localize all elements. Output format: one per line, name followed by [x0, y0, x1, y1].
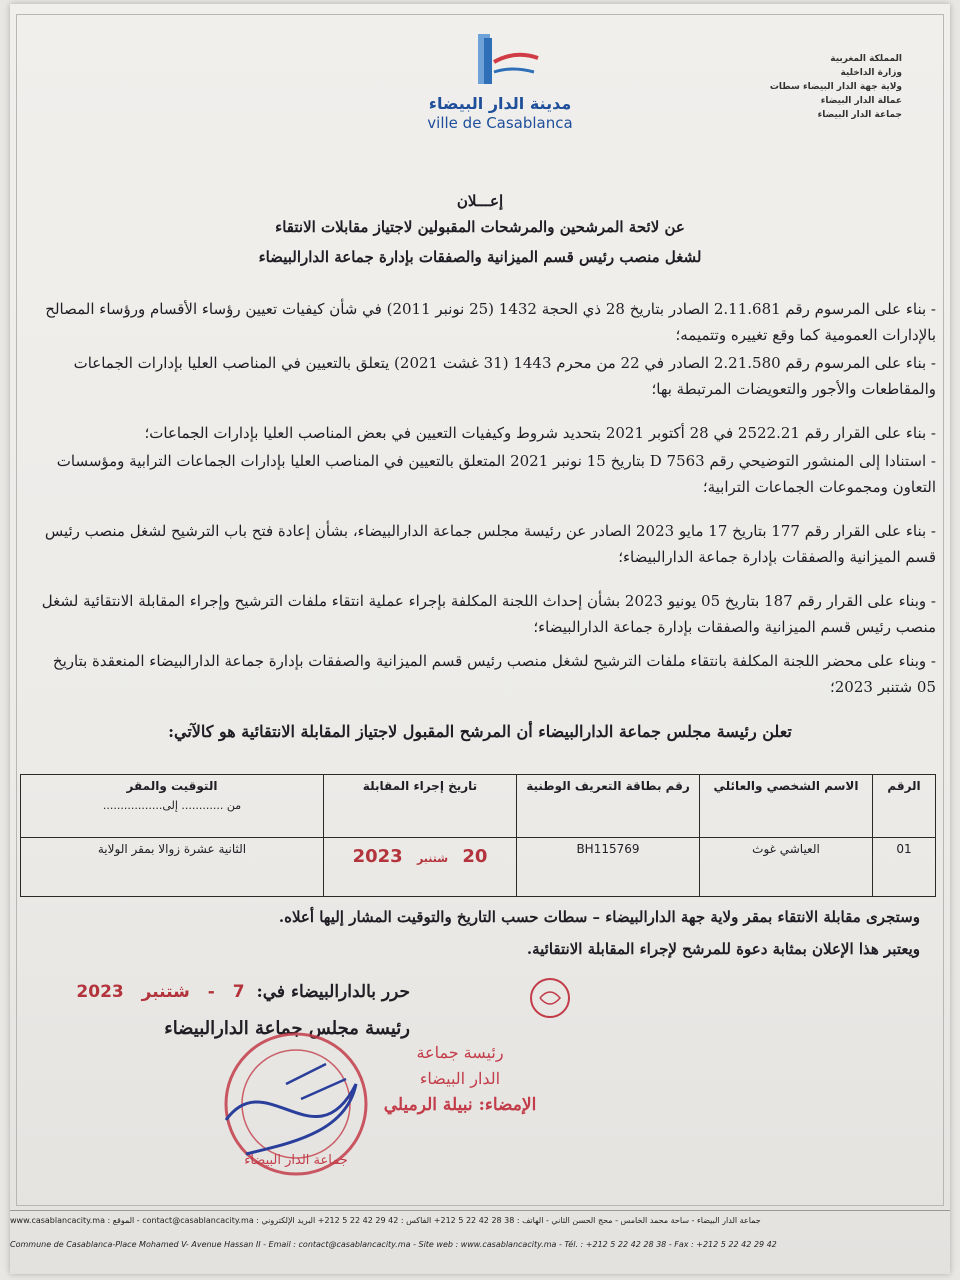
date-year: 2023: [352, 846, 403, 867]
header-time-range: من ............ إلى.................: [102, 799, 242, 812]
casablanca-logo-icon: [460, 32, 540, 94]
paragraph: - بناء على المرسوم رقم 2.21.580 الصادر في 22 من محرم 1443 (31 غشت 2021) يتعلق بالتعيين في المناصب العليا بإدارات الجماعات والمقاطعات والأجور والتعويضات المرتبطة بها؛: [73, 354, 936, 398]
logo-arabic-text: مدينة الدار البيضاء: [428, 94, 572, 113]
table-header-row: [21, 775, 936, 838]
date-day: 20: [462, 846, 488, 867]
cell-date: [324, 838, 517, 897]
paragraph: - بناء على القرار رقم 2522.21 في 28 أكتوبر 2021 بتحديد شروط وكيفيات التعيين في بعض المناصب العليا بإدارات الجماعات؛: [144, 424, 936, 442]
sign-month: شتنبر: [141, 982, 190, 1002]
sign-place-label: حرر بالدارالبيضاء في:: [256, 982, 410, 1002]
header-line: ولاية جهة الدار البيضاء سطات: [769, 82, 902, 92]
header-line: عمالة الدار البيضاء: [820, 96, 902, 106]
footer-french: Commune de Casablanca-Place Mohamed V- Avenue Hassan II - Email : contact@casablancacity.ma - Site web : www.casablancacity.ma - Tél. : +212 5 22 42 28 38 - Fax : +212 5 22 42 29 42: [10, 1240, 777, 1249]
cell-cin: BH115769: [517, 838, 700, 897]
header-line: وزارة الداخلية: [840, 68, 902, 78]
candidates-table: [20, 774, 936, 897]
header-time: [21, 775, 324, 838]
round-stamp-text: جماعة الدار البيضاء: [244, 1153, 348, 1168]
paragraph: - وبناء على محضر اللجنة المكلفة بانتقاء ملفات الترشيح لشغل منصب رئيس قسم الميزانية والصفقات بإدارة جماعة الدارالبيضاء المنعقدة بتاريخ 05 شتنبر 2023؛: [52, 652, 936, 696]
header-line: جماعة الدار البيضاء: [817, 110, 902, 120]
paragraph: - بناء على القرار رقم 177 بتاريخ 17 مايو 2023 الصادر عن رئيسة مجلس جماعة الدارالبيضاء، بشأن إعادة فتح باب الترشيح لشغل منصب رئيس قسم الميزانية والصفقات بإدارة جماعة الدارالبيضاء؛: [44, 522, 936, 566]
header-cin: رقم بطاقة التعريف الوطنية: [517, 775, 700, 838]
header-time-label: التوقيت والمقر: [126, 779, 218, 793]
cell-num: 01: [873, 838, 936, 897]
header-line: المملكة المغربية: [830, 54, 902, 64]
signature-place-date: حرر بالدارالبيضاء في: 7 - شتنبر 2023: [76, 982, 410, 1002]
footer-arabic: جماعة الدار البيضاء - ساحة محمد الخامس - محج الحسن الثاني - الهاتف : 38 28 42 22 5 212+ الفاكس : 42 29 42 22 5 212+ البريد الإلكتروني : contact@casablancacity.ma - الموقع : www.casablancacity.ma: [10, 1216, 761, 1225]
announcement: تعلن رئيسة مجلس جماعة الدارالبيضاء أن المرشح المقبول لاجتياز المقابلة الانتقائية هو كالآتي:: [168, 722, 792, 741]
date-month: شتنبر: [416, 852, 449, 865]
cell-name: العياشي غوث: [700, 838, 873, 897]
header-name: الاسم الشخصي والعائلي: [700, 775, 873, 838]
footer-divider: [10, 1210, 950, 1211]
city-logo: [410, 32, 590, 132]
table-row: [21, 838, 936, 897]
initials-seal-icon: [528, 976, 572, 1020]
signatory-title: رئيسة مجلس جماعة الدارالبيضاء: [164, 1018, 410, 1039]
header-authority: [702, 52, 902, 122]
paragraph: - بناء على المرسوم رقم 2.11.681 الصادر بتاريخ 28 ذي الحجة 1432 (25 نونبر 2011) في شأن كيفيات تعيين رؤساء الأقسام ورؤساء المصالح بالإدارات العمومية كما وقع تغييره وتتميمه؛: [45, 300, 936, 344]
title-announcement: إعـــلان: [456, 192, 504, 210]
logo-latin-text: ville de Casablanca: [427, 114, 573, 132]
paragraph: - استنادا إلى المنشور التوضيحي رقم D 7563 بتاريخ 15 نونبر 2021 المتعلق بالتعيين في المناصب العليا بإدارات الجماعات الترابية ومؤسسات التعاون ومجموعات الجماعات الترابية؛: [56, 452, 936, 496]
title-subject: عن لائحة المرشحين والمرشحات المقبولين لاجتياز مقابلات الانتقاء: [275, 218, 685, 236]
cell-time: الثانية عشرة زوالا بمقر الولاية: [21, 838, 324, 897]
signature-stamp: [350, 1040, 570, 1118]
stamp-name: الإمضاء: نبيلة الرميلي: [383, 1095, 537, 1115]
note-location: وستجرى مقابلة الانتقاء بمقر ولاية جهة الدارالبيضاء – سطات حسب التاريخ والتوقيت المشار إليها أعلاه.: [278, 908, 920, 926]
header-date: تاريخ إجراء المقابلة: [324, 775, 517, 838]
sign-year: 2023: [76, 982, 124, 1002]
header-num: الرقم: [873, 775, 936, 838]
note-invitation: ويعتبر هذا الإعلان بمثابة دعوة للمرشح لإجراء المقابلة الانتقائية.: [526, 940, 920, 958]
paragraph: - وبناء على القرار رقم 187 بتاريخ 05 يونيو 2023 بشأن إحداث اللجنة المكلفة بإجراء عملية انتقاء ملفات الترشيح وإجراء المقابلة الانتقائية لشغل منصب رئيس قسم الميزانية والصفقات بإدارة جماعة الدارالبيضاء؛: [41, 592, 936, 636]
stamp-line2: الدار البيضاء: [419, 1069, 501, 1088]
stamp-line1: رئيسة جماعة: [416, 1043, 504, 1062]
sign-day: 7: [232, 982, 245, 1002]
title-position: لشغل منصب رئيس قسم الميزانية والصفقات بإدارة جماعة الدارالبيضاء: [258, 248, 702, 266]
document-sheet: [10, 4, 950, 1274]
